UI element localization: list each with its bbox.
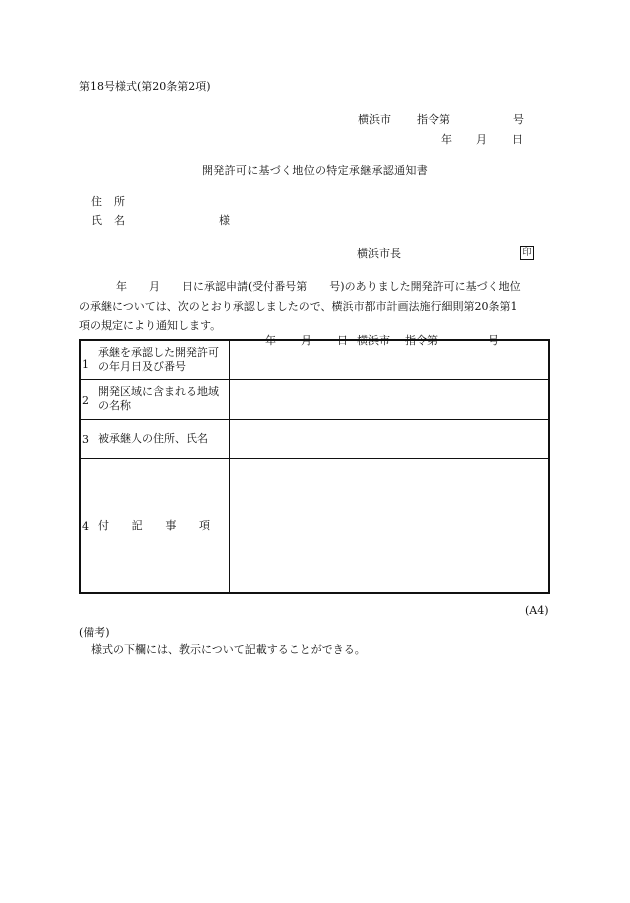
paper-size-label: (A4) [525, 604, 549, 617]
name-char: 名 [114, 214, 125, 227]
document-title: 開発許可に基づく地位の特定承継承認通知書 [202, 164, 428, 177]
label-char: 記 [131, 518, 143, 532]
approval-table [79, 334, 550, 594]
row-number: 3 [82, 432, 89, 446]
row-value [230, 419, 550, 458]
form-number: 第18号様式(第20条第2項) [79, 80, 211, 93]
row-label [80, 379, 230, 419]
header-directive: 指令第 [417, 113, 450, 126]
address-char: 住 [91, 195, 102, 208]
label-char: 付 [98, 518, 109, 532]
body-paragraph [79, 277, 549, 336]
honorific: 様 [219, 214, 230, 227]
row-number: 4 [82, 519, 89, 533]
row-label [80, 340, 230, 379]
body-line: 年 月 日に承認申請(受付番号第 号)のありました開発許可に基づく地位 [116, 280, 521, 293]
row-label-text: 被承継人の住所、氏名 [98, 431, 208, 445]
label-char: 項 [198, 518, 210, 532]
header-number-suffix: 号 [513, 113, 524, 126]
header-year: 年 [441, 133, 452, 146]
row-value [230, 334, 550, 379]
remarks-heading: (備考) [79, 626, 110, 639]
seal-mark: 印 [520, 246, 534, 260]
row-value [230, 458, 550, 593]
name-char: 氏 [91, 214, 102, 227]
table-row [80, 419, 549, 458]
body-line: の承継については、次のとおり承認しましたので、横浜市都市計画法施行細則第20条第1 [79, 299, 518, 313]
value-city: 横浜市 [357, 334, 390, 347]
row-label-text: の年月日及び番号 [98, 359, 186, 373]
label-char: 事 [165, 518, 177, 532]
row-label-text: 承継を承認した開発許可 [98, 345, 219, 359]
remarks-text: 様式の下欄には、教示について記載することができる。 [91, 643, 366, 656]
table-row [80, 340, 549, 379]
header-month: 月 [476, 133, 487, 146]
row-label [80, 458, 230, 593]
address-char: 所 [114, 195, 125, 208]
row-value [230, 379, 550, 419]
row-number: 2 [82, 393, 89, 407]
row-label [80, 419, 230, 458]
header-day: 日 [512, 133, 523, 146]
value-year: 年 [265, 334, 276, 347]
table-row [80, 458, 549, 593]
header-city: 横浜市 [358, 113, 391, 126]
row-label-text: の名称 [98, 399, 131, 412]
body-line: 項の規定により通知します。 [79, 319, 222, 332]
value-directive: 指令第 [405, 334, 438, 347]
value-number-suffix: 号 [488, 334, 499, 347]
row-label-text: 開発区域に含まれる地域 [98, 385, 219, 398]
value-month: 月 [301, 334, 312, 347]
table-row [80, 379, 549, 419]
issuer-title: 横浜市長 [357, 247, 401, 260]
row-number: 1 [82, 358, 89, 371]
value-day: 日 [337, 334, 348, 347]
row-label-text [81, 519, 210, 532]
